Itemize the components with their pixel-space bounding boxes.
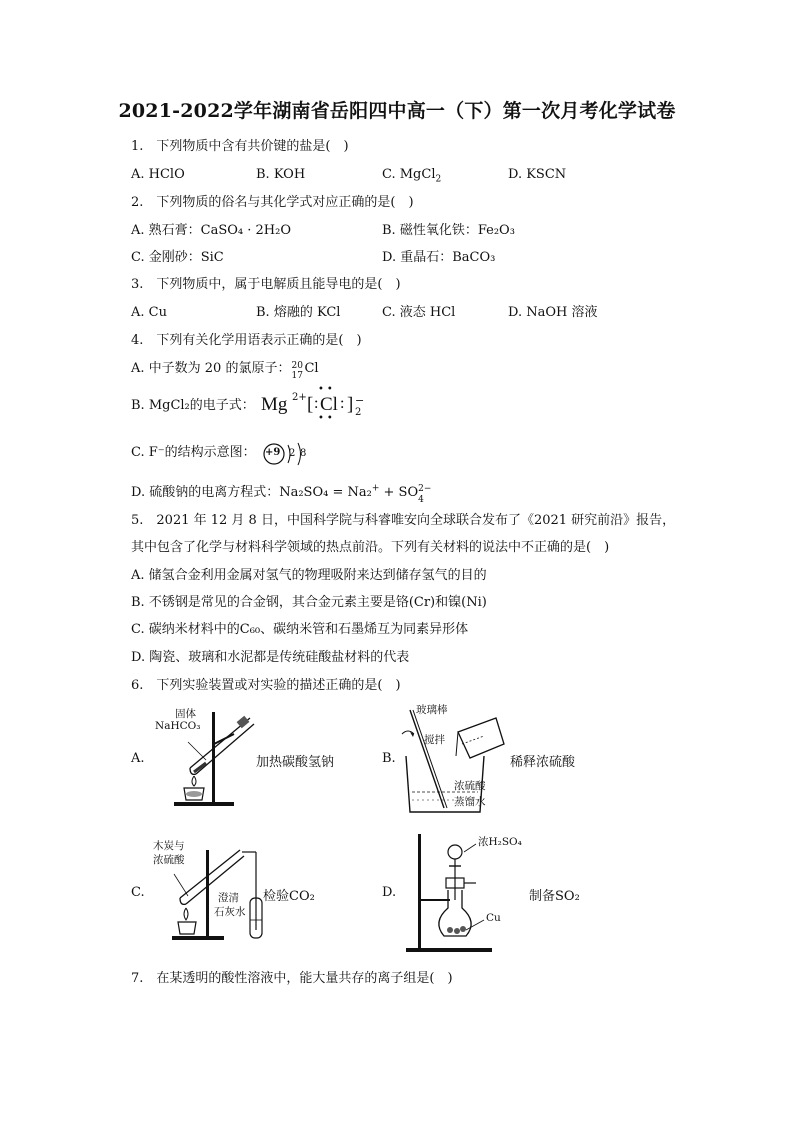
copper-piece [460,926,466,932]
q5-option-d: D. 陶瓷、玻璃和水泥都是传统硅酸盐材料的代表 [131,650,410,665]
q2-option-b: B. 磁性氧化铁：Fe₂O₃ [382,223,515,238]
cu-pointer [466,920,484,930]
exam-title: 2021-2022学年湖南省岳阳四中高一（下）第一次月考化学试卷 [118,100,676,122]
q4-sulfate-scripts [418,484,432,505]
q4-na-charge: + [371,483,380,494]
q4-option-d [131,483,432,505]
q6-option-a-letter: A. [131,751,145,766]
q1-option-c [382,166,441,184]
q5-stem-line2: 其中包含了化学与材料科学领域的热点前沿。下列有关材料的说法中不正确的是( ) [131,540,610,555]
q6-option-d-caption: 制备SO₂ [529,889,580,904]
acid-stream [456,732,458,756]
q4-bracket-open: [ [307,394,314,415]
q4-option-d-mid: + SO [379,485,419,500]
q4-cl-symbol: Cl [320,394,338,415]
q4-option-b-text: B. MgCl₂的电子式： [131,398,255,413]
q6-c-label-clear: 澄清 [218,892,239,904]
label-pointer [188,742,206,760]
q4-mass-number: 20 [291,361,303,371]
q6-c-label-acid: 浓硫酸 [153,854,185,866]
q4-electron-dot-left: : [314,395,319,412]
q6-b-label-water: 蒸馏水 [454,796,486,808]
q4-element-symbol: Cl [304,361,319,376]
q4-shell2-electrons: 8 [300,448,307,459]
q5-option-b: B. 不锈钢是常见的合金钢，其合金元素主要是铬(Cr)和镍(Ni) [131,595,487,610]
q6-figure-d-so2-prep [400,830,530,956]
q4-electron-formula [258,386,368,426]
q6-b-label-acid: 浓硫酸 [454,780,486,792]
q4-option-a [131,360,319,381]
q4-sulfate-sub: 4 [418,495,424,505]
q6-figure-c-co2-test [150,840,265,944]
q6-b-label-rod: 玻璃棒 [416,704,448,716]
q3-option-a: A. Cu [131,305,167,320]
glass-rod-edge [413,710,447,808]
stand-rod [418,834,421,950]
clamp [214,734,234,744]
q1-option-d: D. KSCN [508,167,567,182]
q1-option-c-sub: 2 [435,174,442,185]
stopper [237,716,250,729]
q4-bracket-close: ] [347,394,354,415]
q1-option-c-text: C. MgCl [382,167,436,182]
q4-electron-dot-right: : [340,395,345,412]
q6-a-label-nahco3: NaHCO₃ [155,720,201,732]
q3-option-d: D. NaOH 溶液 [508,305,598,320]
stand-rod [206,850,209,936]
q4-isotope-notation [290,360,304,381]
q6-a-label-solid: 固体 [175,708,196,720]
q3-option-c: C. 液态 HCl [382,305,456,320]
acid-pointer [464,844,476,852]
test-tube-bottom [196,724,254,774]
q4-option-a-text: A. 中子数为 20 的氯原子： [131,361,291,376]
q6-figure-b-dilution [400,704,510,816]
lamp-fuel [186,791,202,797]
q6-stem: 6. 下列实验装置或对实验的描述正确的是( ) [131,678,401,693]
stand-base [172,936,224,940]
glass-rod [410,710,444,808]
q3-stem: 3. 下列物质中，属于电解质且能导电的是( ) [131,277,401,292]
q4-electron-dots-top: •• [318,384,336,395]
q4-atom-structure-diagram [262,440,312,468]
q2-option-d: D. 重晶石：BaCO₃ [382,250,496,265]
q2-option-c: C. 金刚砂：SiC [131,250,224,265]
q4-cl-charge: − [355,394,365,407]
q6-c-label-charcoal: 木炭与 [153,840,185,852]
q2-stem: 2. 下列物质的俗名与其化学式对应正确的是( ) [131,195,414,210]
q4-electron-dots-bottom: •• [318,413,336,424]
q4-sulfate-charge: 2− [418,484,432,494]
q5-option-a: A. 储氢合金利用金属对氢气的物理吸附来达到储存氢气的目的 [131,568,487,583]
flame [184,908,188,920]
stand-base [174,802,234,806]
q3-option-b: B. 熔融的 KCl [256,305,341,320]
q4-option-d-text: D. 硫酸钠的电离方程式：Na₂SO₄ = Na₂ [131,485,372,500]
tube-end [180,898,186,904]
stand-rod [212,712,215,802]
q1-option-a: A. HClO [131,167,185,182]
q6-option-d-letter: D. [382,885,397,900]
q6-option-c-letter: C. [131,885,145,900]
q4-atomic-number: 17 [291,371,303,381]
q4-mg-symbol: Mg [261,394,288,415]
q6-option-c-caption: 检验CO₂ [263,889,315,904]
copper-piece [454,928,460,934]
acid-level [462,736,484,744]
copper-piece [447,927,453,933]
q6-option-b-caption: 稀释浓硫酸 [510,755,576,770]
q6-b-label-stir: 搅拌 [424,734,445,746]
q2-option-a: A. 熟石膏：CaSO₄ · 2H₂O [131,223,291,238]
q5-stem-line1: 5. 2021 年 12 月 8 日，中国科学院与科睿唯安向全球联合发布了《2021 研究前沿》报告， [131,513,676,528]
pouring-beaker [458,718,504,758]
label-pointer [174,874,188,896]
q4-mg-charge: 2+ [292,392,307,403]
q4-cl-count: 2 [355,407,362,418]
funnel-bulb [448,845,462,859]
q4-stem: 4. 下列有关化学用语表示正确的是( ) [131,333,362,348]
q1-option-b: B. KOH [256,167,306,182]
q6-option-a-caption: 加热碳酸氢钠 [256,755,335,770]
q6-figure-a-heating-tube [150,708,260,810]
q6-d-label-cu: Cu [486,912,501,924]
q4-option-c-text: C. F⁻的结构示意图： [131,445,256,460]
q4-shell1-electrons: 2 [289,448,296,459]
q1-stem: 1. 下列物质中含有共价键的盐是( ) [131,139,349,154]
stand-base [406,948,492,952]
q6-d-label-acid: 浓H₂SO₄ [478,836,522,848]
q4-nucleus-charge: +9 [265,447,281,458]
q5-option-c: C. 碳纳米材料中的C₆₀、碳纳米管和石墨烯互为同素异形体 [131,622,469,637]
q6-c-label-limewater: 石灰水 [214,906,246,918]
flame [192,776,196,786]
alcohol-lamp [178,922,196,934]
q7-stem: 7. 在某透明的酸性溶液中，能大量共存的离子组是( ) [131,971,453,986]
q6-option-b-letter: B. [382,751,396,766]
